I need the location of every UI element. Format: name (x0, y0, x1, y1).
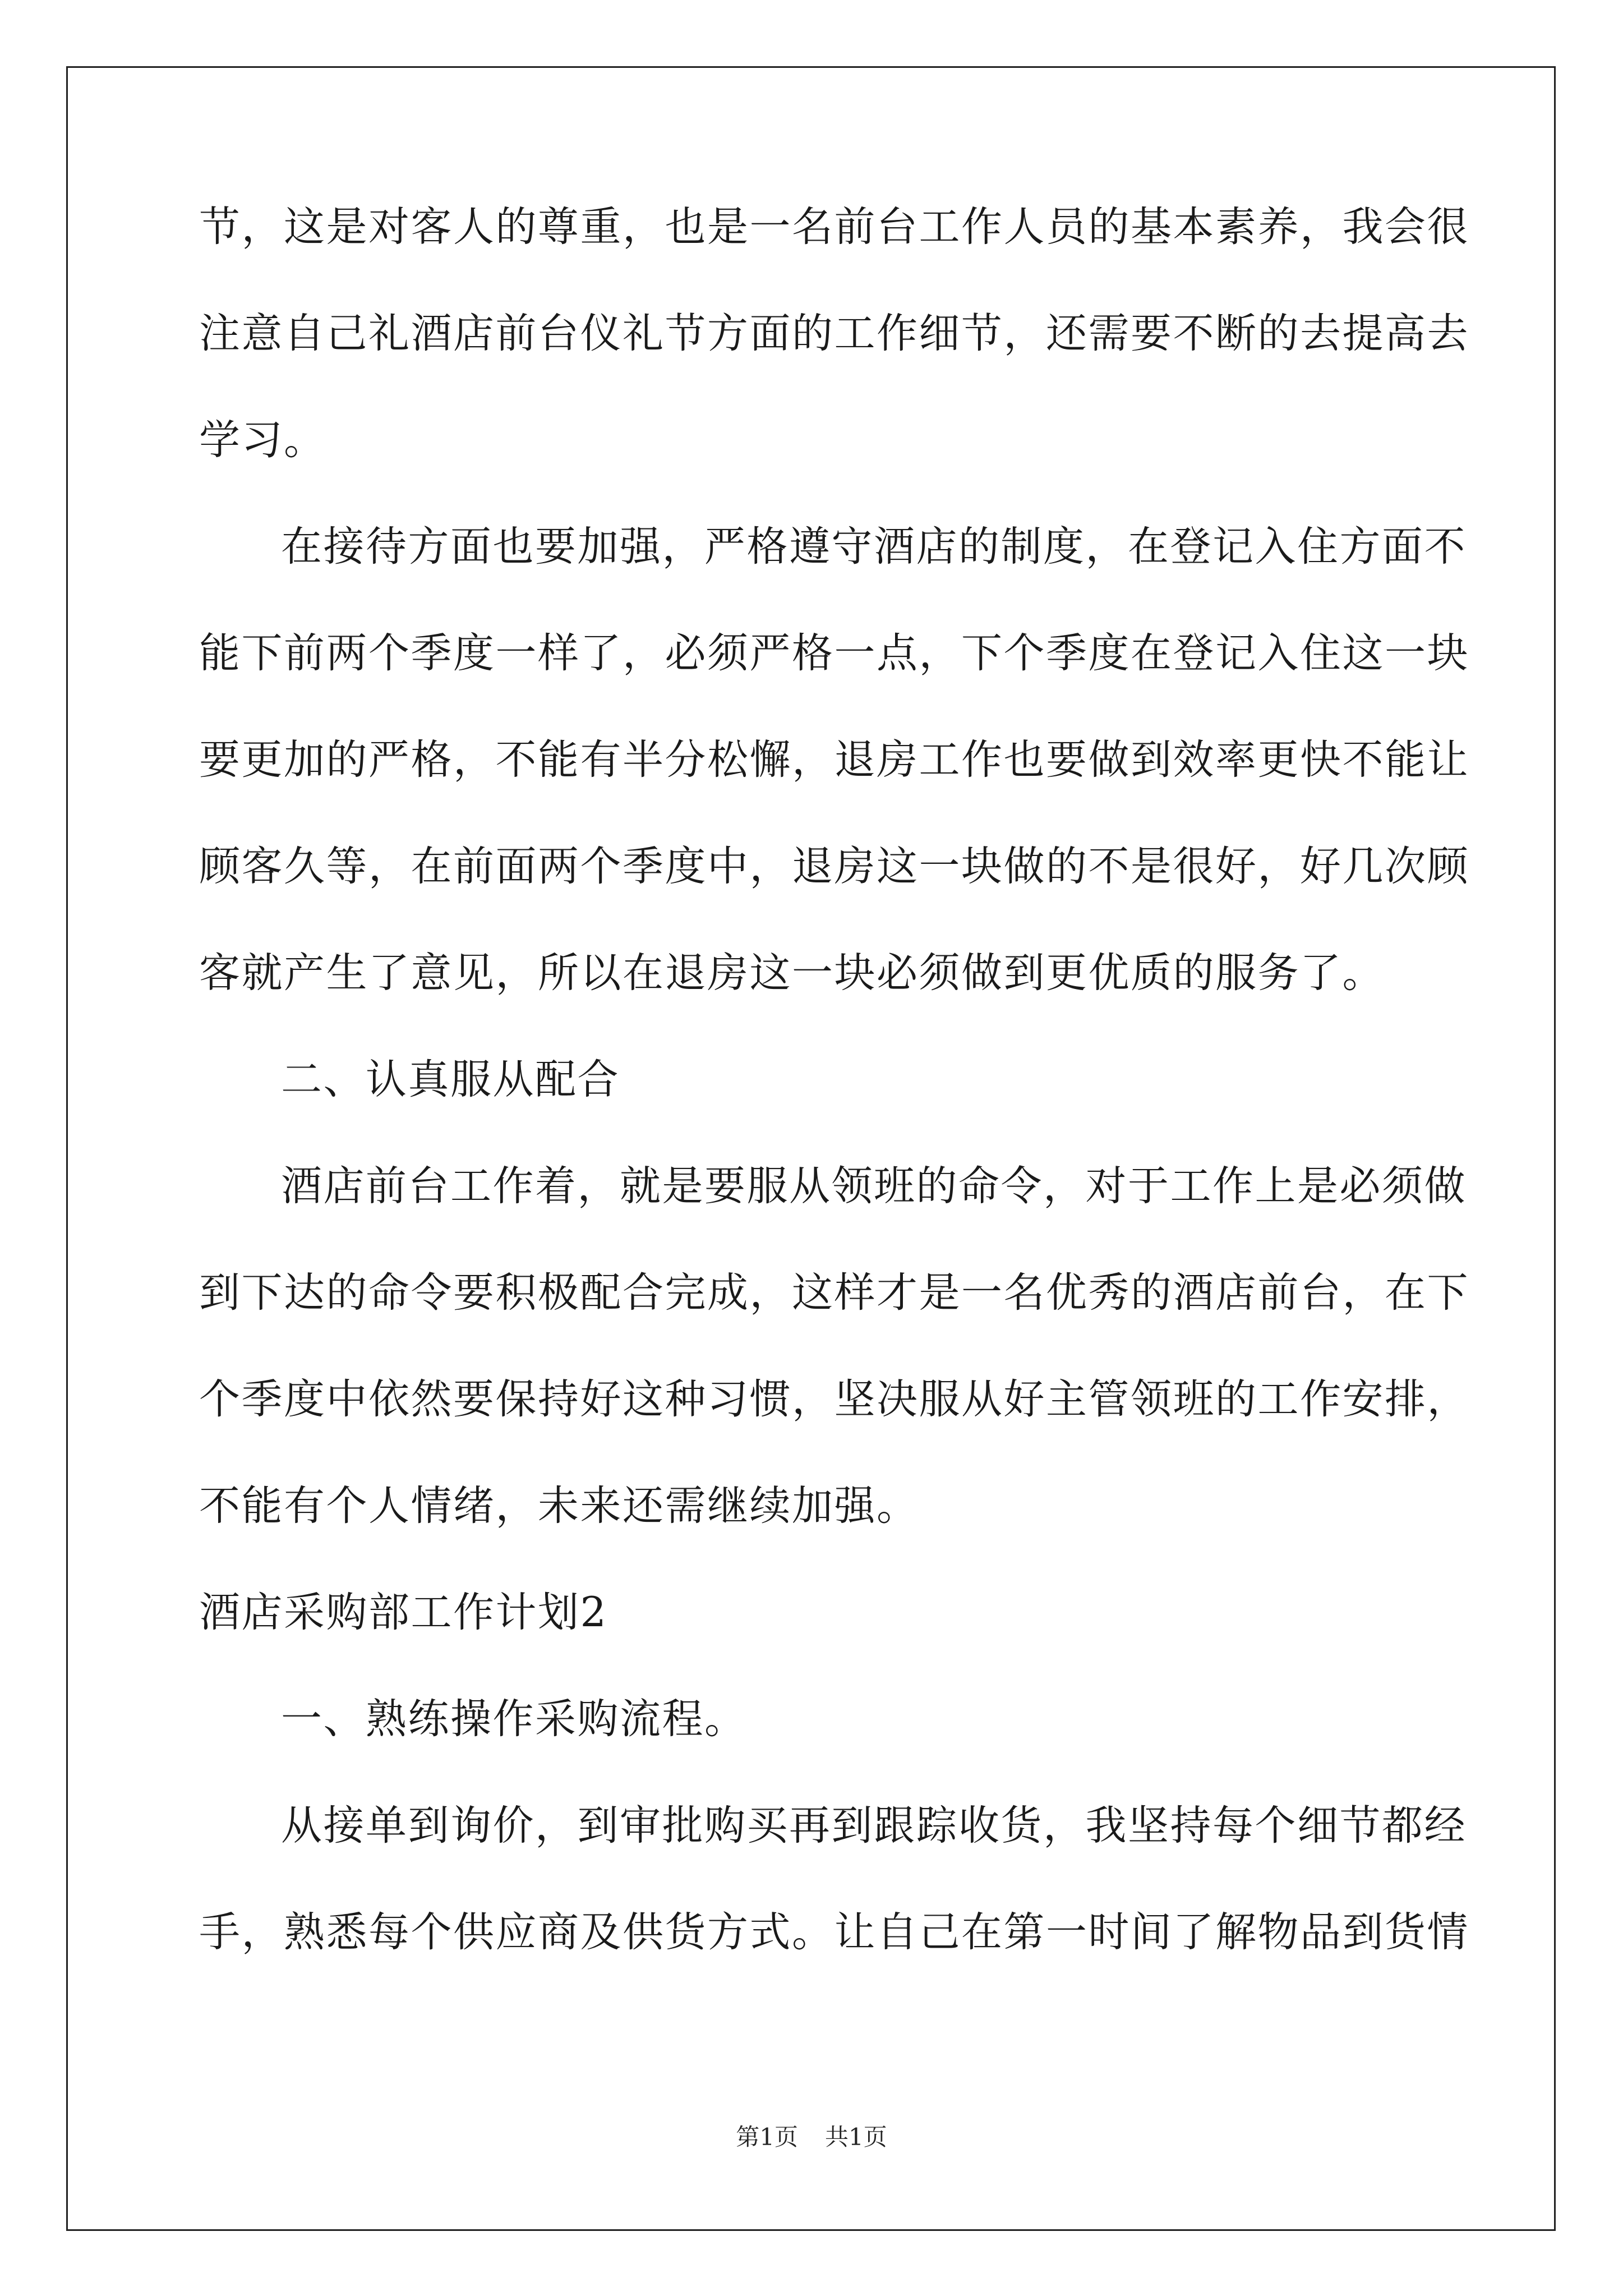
text-line: 能下前两个季度一样了，必须严格一点，下个季度在登记入住这一块 (199, 629, 1469, 677)
text-line: 注意自己礼酒店前台仪礼节方面的工作细节，还需要不断的去提高去 (199, 310, 1469, 357)
text-line: 节，这是对客人的尊重，也是一名前台工作人员的基本素养，我会很 (199, 203, 1469, 251)
page-number: 第1页 (736, 2123, 798, 2151)
text-line: 要更加的严格，不能有半分松懈，退房工作也要做到效率更快不能让 (199, 736, 1469, 784)
text-line: 手，熟悉每个供应商及供货方式。让自己在第一时间了解物品到货情 (199, 1908, 1469, 1956)
text-line: 学习。 (199, 416, 326, 464)
page-total: 共1页 (825, 2123, 887, 2151)
paragraph-start: 酒店前台工作着，就是要服从领班的命令，对于工作上是必须做 (281, 1162, 1467, 1210)
text-line: 客就产生了意见，所以在退房这一块必须做到更优质的服务了。 (199, 949, 1385, 997)
text-line: 顾客久等，在前面两个季度中，退房这一块做的不是很好，好几次顾 (199, 843, 1469, 890)
section-heading: 一、熟练操作采购流程。 (281, 1695, 747, 1743)
document-title: 酒店采购部工作计划2 (199, 1589, 608, 1636)
section-heading: 二、认真服从配合 (281, 1056, 620, 1103)
paragraph-start: 在接待方面也要加强，严格遵守酒店的制度，在登记入住方面不 (281, 523, 1467, 570)
text-line: 到下达的命令要积极配合完成，这样才是一名优秀的酒店前台，在下 (199, 1269, 1469, 1317)
page-footer (0, 2120, 1623, 2154)
text-line: 不能有个人情绪，未来还需继续加强。 (199, 1482, 919, 1530)
text-line: 个季度中依然要保持好这种习惯，坚决服从好主管领班的工作安排， (199, 1375, 1469, 1423)
paragraph-start: 从接单到询价，到审批购买再到跟踪收货，我坚持每个细节都经 (281, 1802, 1467, 1849)
